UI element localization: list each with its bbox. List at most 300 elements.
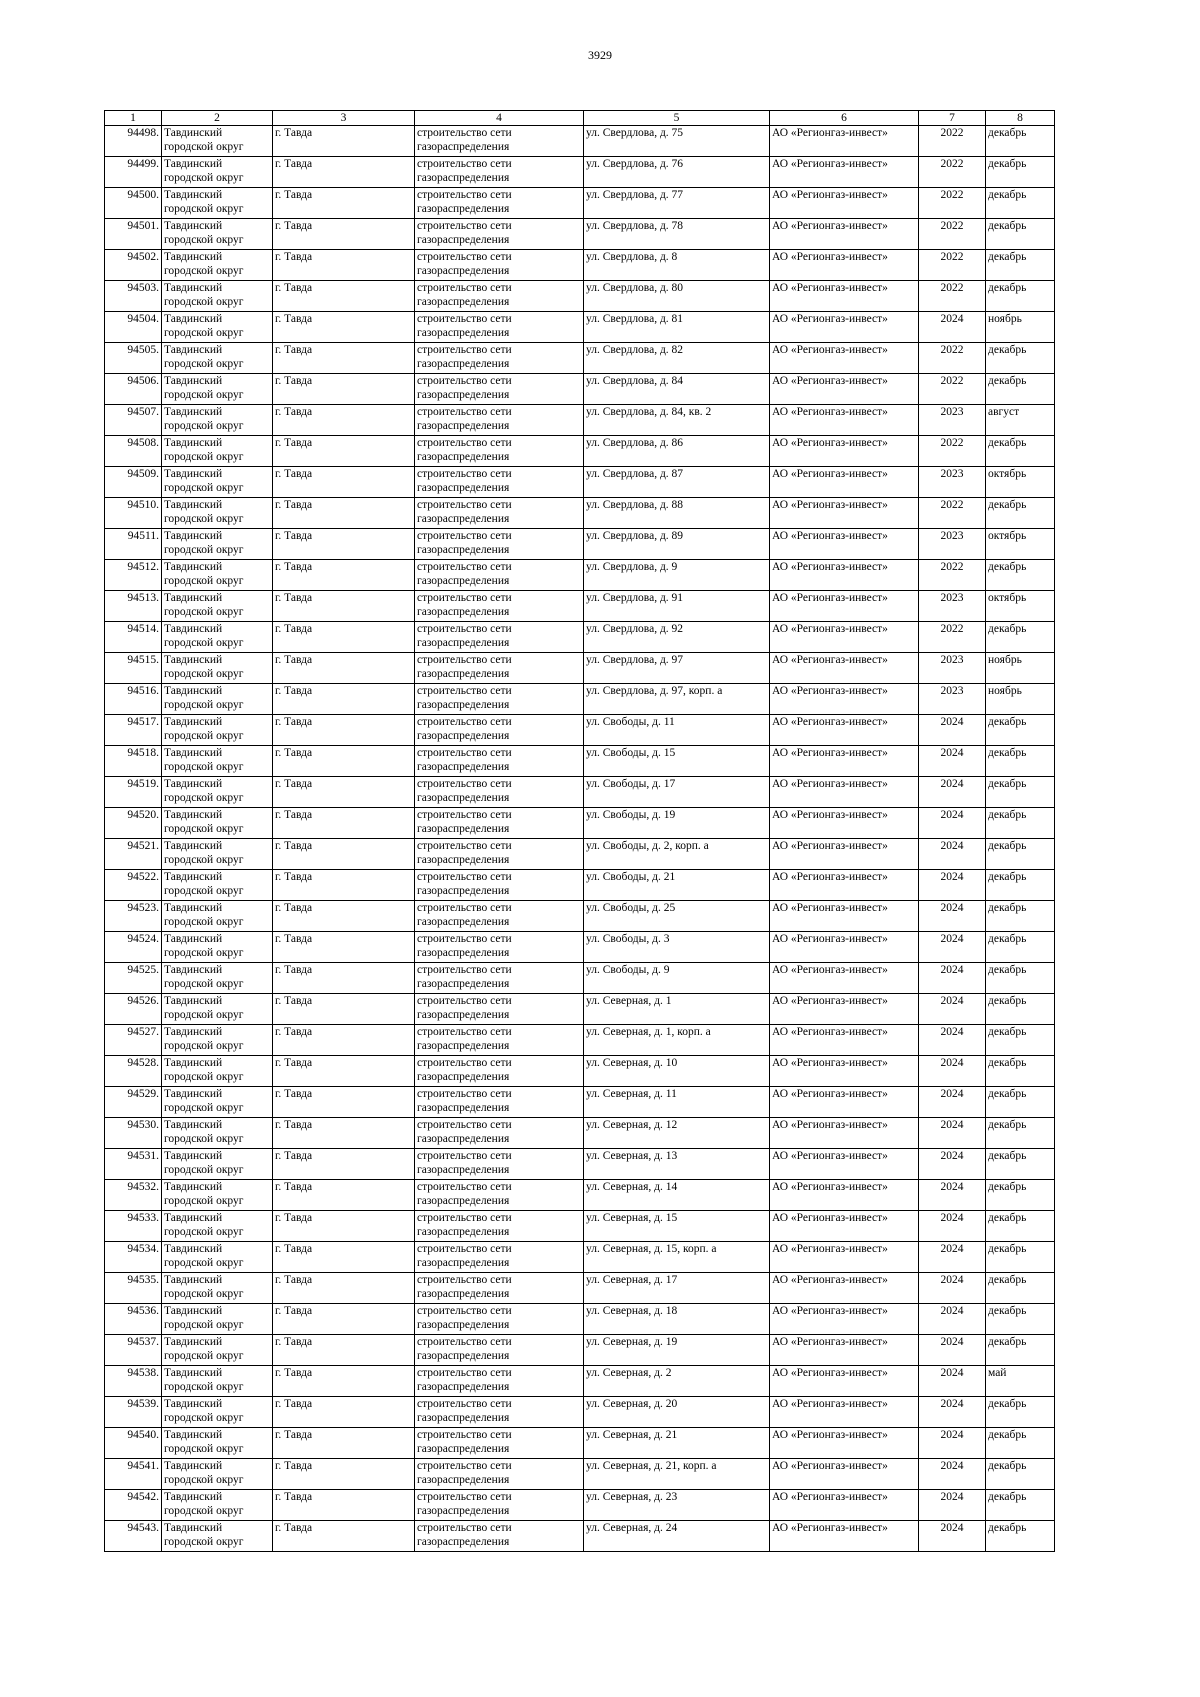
year-cell: 2024 xyxy=(919,870,986,901)
work-type-line1: строительство сети xyxy=(417,1336,512,1348)
work-type-line1: строительство сети xyxy=(417,220,512,232)
district-name: Тавдинский xyxy=(164,158,223,170)
work-type-line1: строительство сети xyxy=(417,685,512,697)
month-cell: декабрь xyxy=(986,343,1055,374)
column-header: 4 xyxy=(415,111,584,126)
table-row xyxy=(105,1521,1055,1552)
settlement-cell: г. Тавда xyxy=(273,1335,415,1366)
work-type-cell xyxy=(415,1304,584,1335)
settlement-cell: г. Тавда xyxy=(273,1149,415,1180)
company-cell: АО «Регионгаз-инвест» xyxy=(770,1521,919,1552)
district-cell xyxy=(162,1118,273,1149)
row-number: 94522. xyxy=(105,870,162,901)
work-type-line1: строительство сети xyxy=(417,623,512,635)
company-cell: АО «Регионгаз-инвест» xyxy=(770,1490,919,1521)
district-name: Тавдинский xyxy=(164,809,223,821)
company-cell: АО «Регионгаз-инвест» xyxy=(770,1459,919,1490)
company-cell: АО «Регионгаз-инвест» xyxy=(770,1366,919,1397)
year-cell: 2024 xyxy=(919,746,986,777)
settlement-cell: г. Тавда xyxy=(273,343,415,374)
row-number: 94529. xyxy=(105,1087,162,1118)
address-cell: ул. Свердлова, д. 75 xyxy=(584,126,770,157)
work-type-line2: газораспределения xyxy=(417,1474,510,1486)
district-name: Тавдинский xyxy=(164,1367,223,1379)
settlement-cell: г. Тавда xyxy=(273,839,415,870)
district-type: городской округ xyxy=(164,1536,244,1548)
district-name: Тавдинский xyxy=(164,1243,223,1255)
month-cell: декабрь xyxy=(986,1242,1055,1273)
company-cell: АО «Регионгаз-инвест» xyxy=(770,529,919,560)
district-type: городской округ xyxy=(164,1071,244,1083)
table-row xyxy=(105,715,1055,746)
district-name: Тавдинский xyxy=(164,437,223,449)
settlement-cell: г. Тавда xyxy=(273,1211,415,1242)
table-row xyxy=(105,436,1055,467)
district-type: городской округ xyxy=(164,1102,244,1114)
district-type: городской округ xyxy=(164,327,244,339)
month-cell: декабрь xyxy=(986,1397,1055,1428)
work-type-cell xyxy=(415,1118,584,1149)
work-type-line1: строительство сети xyxy=(417,840,512,852)
district-type: городской округ xyxy=(164,854,244,866)
table-row xyxy=(105,1397,1055,1428)
district-type: городской округ xyxy=(164,1040,244,1052)
month-cell: декабрь xyxy=(986,157,1055,188)
address-cell: ул. Свердлова, д. 91 xyxy=(584,591,770,622)
address-cell: ул. Северная, д. 18 xyxy=(584,1304,770,1335)
district-cell xyxy=(162,622,273,653)
settlement-cell: г. Тавда xyxy=(273,1056,415,1087)
work-type-line1: строительство сети xyxy=(417,1212,512,1224)
table-row xyxy=(105,1490,1055,1521)
work-type-line1: строительство сети xyxy=(417,344,512,356)
work-type-cell xyxy=(415,467,584,498)
work-type-line1: строительство сети xyxy=(417,1460,512,1472)
district-name: Тавдинский xyxy=(164,902,223,914)
month-cell: декабрь xyxy=(986,560,1055,591)
year-cell: 2024 xyxy=(919,1335,986,1366)
district-cell xyxy=(162,901,273,932)
company-cell: АО «Регионгаз-инвест» xyxy=(770,1428,919,1459)
row-number: 94510. xyxy=(105,498,162,529)
month-cell: декабрь xyxy=(986,1149,1055,1180)
district-type: городской округ xyxy=(164,1226,244,1238)
row-number: 94539. xyxy=(105,1397,162,1428)
table-row xyxy=(105,653,1055,684)
page-number: 3929 xyxy=(588,48,612,62)
work-type-line2: газораспределения xyxy=(417,358,510,370)
table-row xyxy=(105,591,1055,622)
district-cell xyxy=(162,1335,273,1366)
district-cell xyxy=(162,808,273,839)
month-cell: декабрь xyxy=(986,1490,1055,1521)
address-cell: ул. Свердлова, д. 9 xyxy=(584,560,770,591)
month-cell: декабрь xyxy=(986,622,1055,653)
work-type-line2: газораспределения xyxy=(417,513,510,525)
work-type-line2: газораспределения xyxy=(417,1071,510,1083)
district-type: городской округ xyxy=(164,451,244,463)
year-cell: 2024 xyxy=(919,1180,986,1211)
header-row xyxy=(105,111,1055,126)
table-row xyxy=(105,374,1055,405)
settlement-cell: г. Тавда xyxy=(273,1428,415,1459)
row-number: 94506. xyxy=(105,374,162,405)
work-type-line2: газораспределения xyxy=(417,1288,510,1300)
row-number: 94498. xyxy=(105,126,162,157)
month-cell: декабрь xyxy=(986,777,1055,808)
district-type: городской округ xyxy=(164,947,244,959)
work-type-line2: газораспределения xyxy=(417,1257,510,1269)
district-name: Тавдинский xyxy=(164,778,223,790)
work-type-line1: строительство сети xyxy=(417,1305,512,1317)
work-type-line1: строительство сети xyxy=(417,313,512,325)
district-cell xyxy=(162,1304,273,1335)
table-row xyxy=(105,1242,1055,1273)
work-type-line1: строительство сети xyxy=(417,1150,512,1162)
district-type: городской округ xyxy=(164,637,244,649)
column-header: 3 xyxy=(273,111,415,126)
table-row xyxy=(105,1304,1055,1335)
work-type-cell xyxy=(415,777,584,808)
settlement-cell: г. Тавда xyxy=(273,1242,415,1273)
month-cell: декабрь xyxy=(986,1180,1055,1211)
table-row xyxy=(105,529,1055,560)
settlement-cell: г. Тавда xyxy=(273,250,415,281)
address-cell: ул. Северная, д. 19 xyxy=(584,1335,770,1366)
work-type-line2: газораспределения xyxy=(417,699,510,711)
settlement-cell: г. Тавда xyxy=(273,808,415,839)
district-type: городской округ xyxy=(164,761,244,773)
work-type-cell xyxy=(415,1273,584,1304)
table-row xyxy=(105,684,1055,715)
district-type: городской округ xyxy=(164,513,244,525)
address-cell: ул. Свердлова, д. 8 xyxy=(584,250,770,281)
row-number: 94542. xyxy=(105,1490,162,1521)
work-type-line2: газораспределения xyxy=(417,978,510,990)
address-cell: ул. Свободы, д. 2, корп. а xyxy=(584,839,770,870)
district-cell xyxy=(162,839,273,870)
company-cell: АО «Регионгаз-инвест» xyxy=(770,436,919,467)
district-cell xyxy=(162,560,273,591)
row-number: 94520. xyxy=(105,808,162,839)
row-number: 94511. xyxy=(105,529,162,560)
work-type-line1: строительство сети xyxy=(417,561,512,573)
company-cell: АО «Регионгаз-инвест» xyxy=(770,157,919,188)
settlement-cell: г. Тавда xyxy=(273,777,415,808)
column-header: 7 xyxy=(919,111,986,126)
settlement-cell: г. Тавда xyxy=(273,963,415,994)
work-type-line1: строительство сети xyxy=(417,871,512,883)
work-type-line2: газораспределения xyxy=(417,947,510,959)
company-cell: АО «Регионгаз-инвест» xyxy=(770,467,919,498)
row-number: 94503. xyxy=(105,281,162,312)
address-cell: ул. Свердлова, д. 89 xyxy=(584,529,770,560)
settlement-cell: г. Тавда xyxy=(273,1118,415,1149)
company-cell: АО «Регионгаз-инвест» xyxy=(770,622,919,653)
district-name: Тавдинский xyxy=(164,1460,223,1472)
year-cell: 2023 xyxy=(919,591,986,622)
district-name: Тавдинский xyxy=(164,1088,223,1100)
row-number: 94502. xyxy=(105,250,162,281)
district-type: городской округ xyxy=(164,1133,244,1145)
work-type-line1: строительство сети xyxy=(417,127,512,139)
address-cell: ул. Свободы, д. 11 xyxy=(584,715,770,746)
work-type-cell xyxy=(415,188,584,219)
work-type-line1: строительство сети xyxy=(417,902,512,914)
row-number: 94515. xyxy=(105,653,162,684)
address-cell: ул. Свердлова, д. 82 xyxy=(584,343,770,374)
row-number: 94540. xyxy=(105,1428,162,1459)
table-row xyxy=(105,126,1055,157)
settlement-cell: г. Тавда xyxy=(273,1180,415,1211)
district-cell xyxy=(162,870,273,901)
district-name: Тавдинский xyxy=(164,406,223,418)
work-type-line2: газораспределения xyxy=(417,203,510,215)
work-type-line2: газораспределения xyxy=(417,1133,510,1145)
district-name: Тавдинский xyxy=(164,499,223,511)
address-cell: ул. Свердлова, д. 84, кв. 2 xyxy=(584,405,770,436)
settlement-cell: г. Тавда xyxy=(273,1025,415,1056)
row-number: 94514. xyxy=(105,622,162,653)
month-cell: ноябрь xyxy=(986,312,1055,343)
table-row xyxy=(105,1025,1055,1056)
district-type: городской округ xyxy=(164,1443,244,1455)
work-type-line1: строительство сети xyxy=(417,1119,512,1131)
address-cell: ул. Свердлова, д. 84 xyxy=(584,374,770,405)
year-cell: 2024 xyxy=(919,777,986,808)
address-cell: ул. Северная, д. 17 xyxy=(584,1273,770,1304)
month-cell: август xyxy=(986,405,1055,436)
year-cell: 2022 xyxy=(919,343,986,374)
work-type-cell xyxy=(415,808,584,839)
month-cell: декабрь xyxy=(986,436,1055,467)
district-type: городской округ xyxy=(164,389,244,401)
table-row xyxy=(105,498,1055,529)
district-cell xyxy=(162,126,273,157)
work-type-line1: строительство сети xyxy=(417,592,512,604)
company-cell: АО «Регионгаз-инвест» xyxy=(770,126,919,157)
settlement-cell: г. Тавда xyxy=(273,219,415,250)
district-type: городской округ xyxy=(164,606,244,618)
company-cell: АО «Регионгаз-инвест» xyxy=(770,1397,919,1428)
table-row xyxy=(105,560,1055,591)
table-row xyxy=(105,250,1055,281)
district-type: городской округ xyxy=(164,885,244,897)
row-number: 94504. xyxy=(105,312,162,343)
year-cell: 2024 xyxy=(919,963,986,994)
year-cell: 2023 xyxy=(919,467,986,498)
table-row xyxy=(105,1335,1055,1366)
district-cell xyxy=(162,994,273,1025)
row-number: 94501. xyxy=(105,219,162,250)
district-name: Тавдинский xyxy=(164,313,223,325)
work-type-line2: газораспределения xyxy=(417,854,510,866)
address-cell: ул. Северная, д. 20 xyxy=(584,1397,770,1428)
month-cell: декабрь xyxy=(986,1335,1055,1366)
settlement-cell: г. Тавда xyxy=(273,157,415,188)
address-cell: ул. Свердлова, д. 87 xyxy=(584,467,770,498)
table-row xyxy=(105,746,1055,777)
district-name: Тавдинский xyxy=(164,282,223,294)
row-number: 94535. xyxy=(105,1273,162,1304)
year-cell: 2022 xyxy=(919,560,986,591)
table-row xyxy=(105,188,1055,219)
company-cell: АО «Регионгаз-инвест» xyxy=(770,1273,919,1304)
district-cell xyxy=(162,746,273,777)
month-cell: декабрь xyxy=(986,808,1055,839)
row-number: 94517. xyxy=(105,715,162,746)
district-cell xyxy=(162,529,273,560)
district-type: городской округ xyxy=(164,1505,244,1517)
district-name: Тавдинский xyxy=(164,1491,223,1503)
row-number: 94526. xyxy=(105,994,162,1025)
row-number: 94536. xyxy=(105,1304,162,1335)
district-cell xyxy=(162,343,273,374)
district-type: городской округ xyxy=(164,823,244,835)
district-cell xyxy=(162,312,273,343)
district-type: городской округ xyxy=(164,1009,244,1021)
work-type-cell xyxy=(415,560,584,591)
month-cell: декабрь xyxy=(986,126,1055,157)
district-type: городской округ xyxy=(164,203,244,215)
table-row xyxy=(105,281,1055,312)
district-cell xyxy=(162,684,273,715)
year-cell: 2024 xyxy=(919,1273,986,1304)
district-type: городской округ xyxy=(164,1474,244,1486)
work-type-line2: газораспределения xyxy=(417,575,510,587)
month-cell: декабрь xyxy=(986,901,1055,932)
work-type-cell xyxy=(415,498,584,529)
district-cell xyxy=(162,1242,273,1273)
row-number: 94528. xyxy=(105,1056,162,1087)
district-name: Тавдинский xyxy=(164,1429,223,1441)
year-cell: 2024 xyxy=(919,1521,986,1552)
company-cell: АО «Регионгаз-инвест» xyxy=(770,498,919,529)
address-cell: ул. Свердлова, д. 78 xyxy=(584,219,770,250)
year-cell: 2023 xyxy=(919,405,986,436)
year-cell: 2024 xyxy=(919,1211,986,1242)
year-cell: 2022 xyxy=(919,126,986,157)
year-cell: 2022 xyxy=(919,436,986,467)
address-cell: ул. Свободы, д. 3 xyxy=(584,932,770,963)
settlement-cell: г. Тавда xyxy=(273,746,415,777)
year-cell: 2023 xyxy=(919,653,986,684)
work-type-cell xyxy=(415,1521,584,1552)
table-row xyxy=(105,1428,1055,1459)
district-cell xyxy=(162,467,273,498)
district-cell xyxy=(162,1087,273,1118)
address-cell: ул. Северная, д. 2 xyxy=(584,1366,770,1397)
district-type: городской округ xyxy=(164,575,244,587)
company-cell: АО «Регионгаз-инвест» xyxy=(770,281,919,312)
table-row xyxy=(105,1149,1055,1180)
month-cell: декабрь xyxy=(986,994,1055,1025)
work-type-line2: газораспределения xyxy=(417,234,510,246)
district-cell xyxy=(162,715,273,746)
address-cell: ул. Свободы, д. 21 xyxy=(584,870,770,901)
month-cell: декабрь xyxy=(986,250,1055,281)
work-type-line2: газораспределения xyxy=(417,1443,510,1455)
work-type-cell xyxy=(415,1087,584,1118)
work-type-line1: строительство сети xyxy=(417,654,512,666)
month-cell: декабрь xyxy=(986,1521,1055,1552)
company-cell: АО «Регионгаз-инвест» xyxy=(770,963,919,994)
month-cell: декабрь xyxy=(986,715,1055,746)
table-row xyxy=(105,932,1055,963)
district-cell xyxy=(162,281,273,312)
settlement-cell: г. Тавда xyxy=(273,529,415,560)
column-header: 6 xyxy=(770,111,919,126)
month-cell: декабрь xyxy=(986,1428,1055,1459)
year-cell: 2022 xyxy=(919,281,986,312)
work-type-line1: строительство сети xyxy=(417,747,512,759)
month-cell: декабрь xyxy=(986,1211,1055,1242)
company-cell: АО «Регионгаз-инвест» xyxy=(770,1242,919,1273)
table-row xyxy=(105,870,1055,901)
table-row xyxy=(105,219,1055,250)
district-type: городской округ xyxy=(164,730,244,742)
company-cell: АО «Регионгаз-инвест» xyxy=(770,932,919,963)
settlement-cell: г. Тавда xyxy=(273,498,415,529)
row-number: 94524. xyxy=(105,932,162,963)
address-cell: ул. Северная, д. 10 xyxy=(584,1056,770,1087)
month-cell: декабрь xyxy=(986,1304,1055,1335)
month-cell: ноябрь xyxy=(986,684,1055,715)
row-number: 94513. xyxy=(105,591,162,622)
district-type: городской округ xyxy=(164,234,244,246)
company-cell: АО «Регионгаз-инвест» xyxy=(770,839,919,870)
work-type-line2: газораспределения xyxy=(417,730,510,742)
company-cell: АО «Регионгаз-инвест» xyxy=(770,1211,919,1242)
work-type-cell xyxy=(415,405,584,436)
work-type-cell xyxy=(415,963,584,994)
work-type-line1: строительство сети xyxy=(417,282,512,294)
table-row xyxy=(105,312,1055,343)
district-name: Тавдинский xyxy=(164,1305,223,1317)
district-name: Тавдинский xyxy=(164,1150,223,1162)
work-type-line1: строительство сети xyxy=(417,1274,512,1286)
month-cell: декабрь xyxy=(986,498,1055,529)
year-cell: 2024 xyxy=(919,1118,986,1149)
column-header: 1 xyxy=(105,111,162,126)
company-cell: АО «Регионгаз-инвест» xyxy=(770,591,919,622)
table-row xyxy=(105,1087,1055,1118)
settlement-cell: г. Тавда xyxy=(273,1459,415,1490)
table-body xyxy=(105,126,1055,1552)
address-cell: ул. Северная, д. 13 xyxy=(584,1149,770,1180)
work-type-line2: газораспределения xyxy=(417,420,510,432)
year-cell: 2024 xyxy=(919,901,986,932)
row-number: 94533. xyxy=(105,1211,162,1242)
district-name: Тавдинский xyxy=(164,561,223,573)
work-type-line2: газораспределения xyxy=(417,265,510,277)
district-name: Тавдинский xyxy=(164,623,223,635)
settlement-cell: г. Тавда xyxy=(273,1490,415,1521)
work-type-line1: строительство сети xyxy=(417,1057,512,1069)
month-cell: декабрь xyxy=(986,870,1055,901)
settlement-cell: г. Тавда xyxy=(273,312,415,343)
year-cell: 2022 xyxy=(919,188,986,219)
work-type-line1: строительство сети xyxy=(417,158,512,170)
table-row xyxy=(105,1056,1055,1087)
company-cell: АО «Регионгаз-инвест» xyxy=(770,250,919,281)
work-type-cell xyxy=(415,1490,584,1521)
month-cell: декабрь xyxy=(986,1087,1055,1118)
row-number: 94534. xyxy=(105,1242,162,1273)
district-name: Тавдинский xyxy=(164,220,223,232)
work-type-cell xyxy=(415,684,584,715)
work-type-line1: строительство сети xyxy=(417,933,512,945)
